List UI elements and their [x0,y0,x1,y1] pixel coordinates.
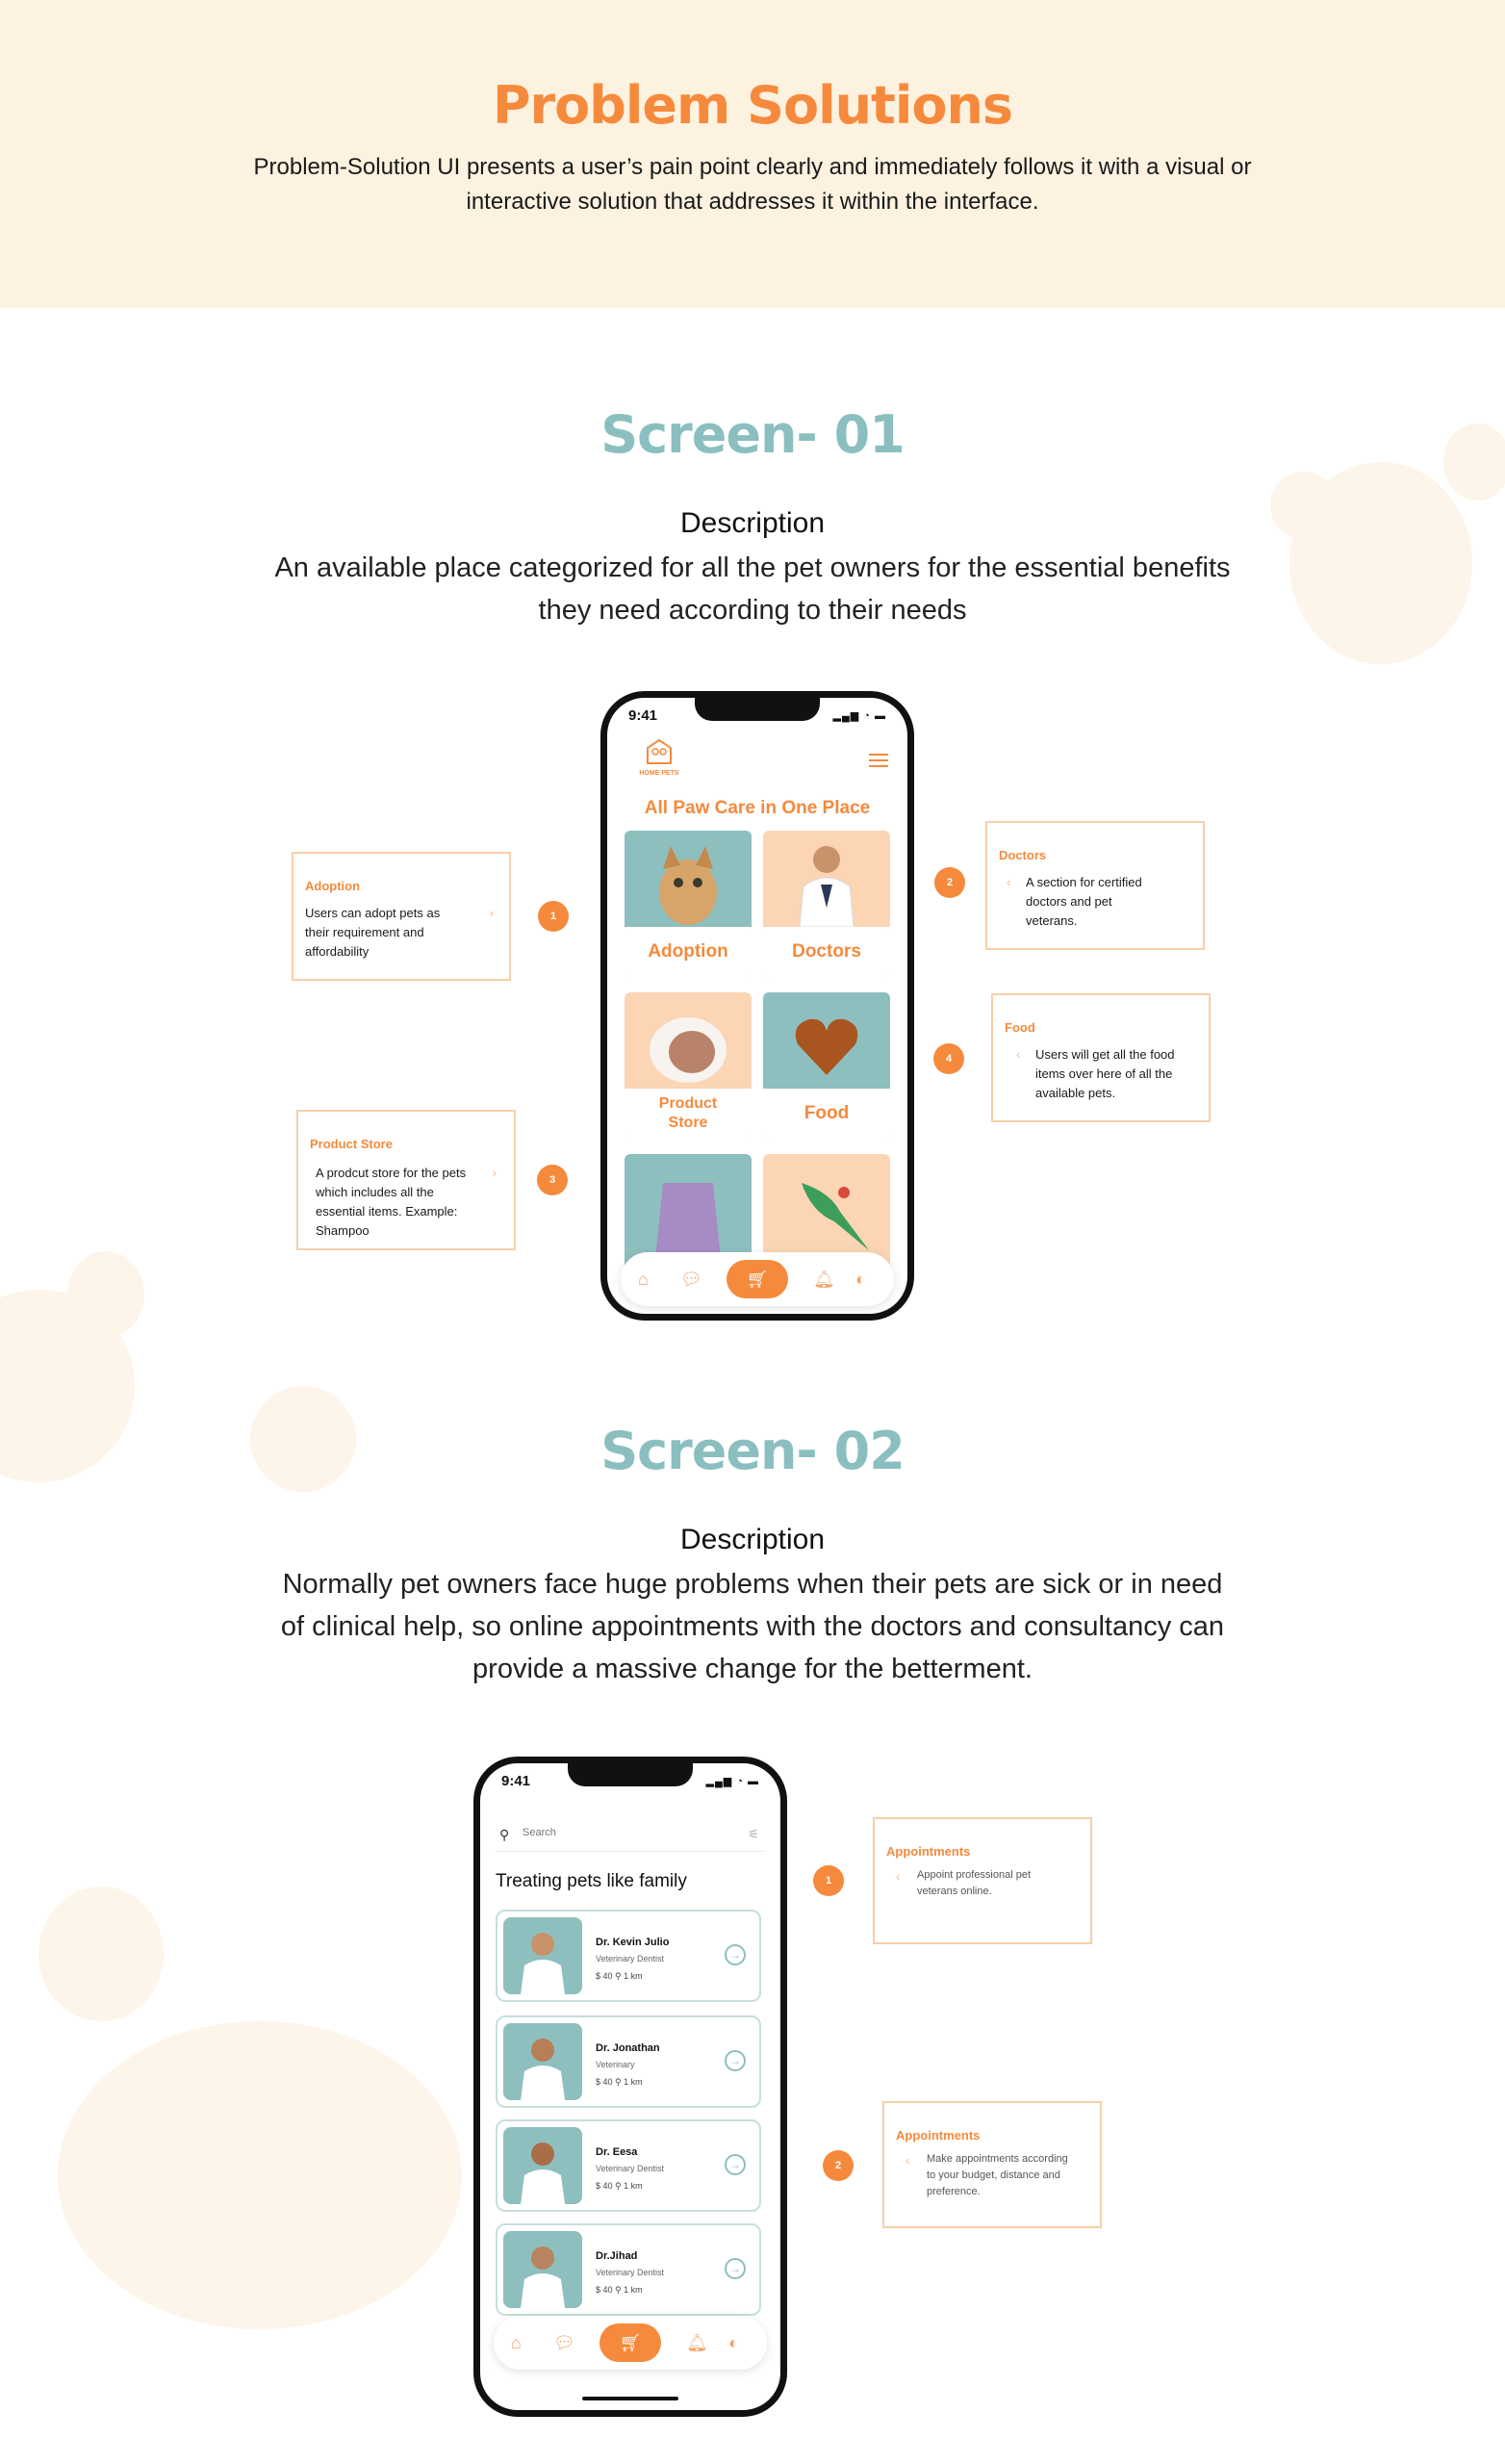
filter-icon[interactable]: ⚟ [748,1827,759,1841]
tile-label: Food [763,1089,890,1139]
doctor-price: $ 40 [596,2077,613,2087]
arrow-right-icon[interactable]: → [725,2154,746,2175]
callout-title: Appointments [886,1844,971,1859]
cart-button[interactable]: 🛒︎ [599,2323,661,2362]
doctor-distance: 1 km [624,2285,643,2295]
doctor-avatar [503,2023,582,2100]
doctor-photo-icon [763,831,890,927]
tile-doctors[interactable] [763,831,890,977]
callout-badge: 2 [823,2150,854,2181]
doctors-headline: Treating pets like family [496,1871,687,1891]
doctor-price: $ 40 [596,2285,613,2295]
doctor-distance: 1 km [624,1971,643,1981]
arrow-right-icon[interactable]: → [725,2050,746,2071]
menu-icon[interactable] [869,754,888,767]
bell-icon[interactable]: 🔔︎ [686,2333,708,2352]
arrow-right-icon[interactable]: → [725,1944,746,1965]
signal-wifi-battery-icon: ▂▄▆ ◔ ▬ [705,1776,759,1787]
page-title: Problem Solutions [492,75,1013,136]
paw-decoration [38,1886,164,2021]
doctor-price-distance [596,2181,643,2192]
pet-bed-photo-icon [625,992,752,1089]
callout-product-store [296,1110,516,1250]
doctor-price: $ 40 [596,2181,613,2191]
callout-body: Users can adopt pets as their requirement and affordability [305,906,441,959]
callout-badge: 1 [813,1865,844,1896]
signal-wifi-battery-icon: ▂▄▆ ◔ ▬ [832,710,886,722]
callout-adoption [292,852,511,981]
tile-product-store[interactable] [625,992,752,1139]
globe-icon[interactable]: ◐ [855,1270,866,1289]
callout-title: Adoption [305,879,361,893]
cart-button[interactable]: 🛒︎ [727,1260,788,1298]
tile-label: Adoption [625,927,752,977]
search-bar[interactable] [496,1823,765,1852]
callout-doctors [985,821,1205,950]
callout-badge: 4 [933,1043,964,1074]
screen2-description-heading: Description [679,1524,826,1555]
doctor-role: Veterinary [596,2060,635,2069]
globe-icon[interactable]: ◐ [728,2333,739,2352]
page-subtitle: Problem-Solution UI presents a user’s pain point clearly and immediately follows it with a visual or interactive solution that addresses it within the interface. [253,154,1252,215]
callout-title: Food [1005,1020,1035,1035]
phone-mockup-doctors [473,1757,787,2417]
doctor-card[interactable] [496,2119,761,2212]
callout-badge: 1 [538,901,569,932]
tile-food[interactable] [763,992,890,1139]
tile-label: Doctors [763,927,890,977]
doctor-avatar [503,2127,582,2204]
doctor-card[interactable] [496,1910,761,2002]
chevron-right-icon: › [492,1166,497,1180]
doctor-name: Dr. Jonathan [596,2042,660,2054]
doctor-distance: 1 km [624,2077,643,2087]
paw-decoration [67,1251,144,1338]
location-pin-icon: ⚲ [615,2285,622,2295]
doctor-price-distance [596,2077,643,2088]
doctor-avatar [503,2231,582,2308]
doctor-card[interactable] [496,2223,761,2316]
doctor-role: Veterinary Dentist [596,2164,665,2173]
callout-body: Appoint professional pet veterans online. [917,1869,1032,1897]
location-pin-icon: ⚲ [615,1971,622,1981]
cat-photo-icon [625,831,752,927]
doctor-avatar [503,1917,582,1994]
search-icon: ⚲ [499,1827,510,1842]
screen1-description-body: An available place categorized for all the pet owners for the essential benefits they need according to their needs [274,552,1231,626]
home-icon[interactable]: ⌂ [638,1270,649,1289]
status-time: 9:41 [501,1773,531,1789]
callout-appointments-budget [882,2101,1102,2228]
tile-adoption[interactable] [625,831,752,977]
screen1-description-heading: Description [679,507,826,539]
callout-body: Make appointments according to your budget, distance and preference. [927,2153,1068,2197]
callout-badge: 3 [537,1165,568,1195]
chevron-left-icon: ‹ [906,2153,910,2168]
doctor-card[interactable] [496,2015,761,2108]
home-headline: All Paw Care in One Place [644,798,871,818]
pet-food-photo-icon [763,992,890,1089]
callout-body: A prodcut store for the pets which includes all the essential items. Example: Shampoo [316,1166,467,1238]
chat-icon[interactable]: 💬︎ [680,1270,702,1289]
bottom-nav [494,2316,767,2370]
search-input[interactable] [523,1827,715,1838]
callout-food [991,993,1211,1122]
doctor-price-distance [596,2285,643,2296]
chevron-left-icon: ‹ [1016,1047,1021,1062]
arrow-right-icon[interactable]: → [725,2258,746,2279]
callout-title: Product Store [310,1137,393,1151]
doctor-distance: 1 km [624,2181,643,2191]
chevron-right-icon: › [489,906,494,920]
callout-body: A section for certified doctors and pet veterans. [1026,875,1142,928]
chat-icon[interactable]: 💬︎ [553,2333,575,2352]
callout-title: Doctors [999,848,1047,862]
screen2-title: Screen- 02 [600,1421,905,1481]
location-pin-icon: ⚲ [615,2181,622,2191]
bell-icon[interactable]: 🔔︎ [813,1270,835,1289]
chevron-left-icon: ‹ [1007,875,1011,889]
location-pin-icon: ⚲ [615,2077,622,2087]
home-indicator [582,2397,678,2400]
paw-decoration [58,2021,462,2329]
status-time: 9:41 [628,707,658,724]
screen2-description-body: Normally pet owners face huge problems when their pets are sick or in need of clinical help, so online appointments with the doctors and consultancy can provide a massive change for the betterment. [280,1569,1225,1684]
logo-text: HOME PETS [639,770,679,777]
doctor-price: $ 40 [596,1971,613,1981]
doctor-name: Dr. Eesa [596,2146,638,2158]
phone-notch [568,1761,693,1786]
callout-title: Appointments [896,2128,981,2143]
doctor-role: Veterinary Dentist [596,1954,665,1964]
doctor-price-distance [596,1971,643,1982]
doctor-role: Veterinary Dentist [596,2268,665,2277]
phone-mockup-home [600,691,914,1321]
callout-badge: 2 [934,867,965,898]
hero-banner [0,0,1505,308]
home-icon[interactable]: ⌂ [511,2333,522,2352]
callout-body: Users will get all the food items over here of all the available pets. [1035,1047,1175,1100]
phone-notch [695,696,820,721]
callout-appointments-online [873,1817,1092,1944]
screen1-title: Screen- 01 [600,404,905,465]
bottom-nav [621,1252,894,1306]
doctor-name: Dr. Kevin Julio [596,1937,670,1948]
home-pets-logo [630,736,688,777]
tile-label: Product Store [625,1089,752,1139]
chevron-left-icon: ‹ [896,1869,901,1884]
doctor-name: Dr.Jihad [596,2250,638,2262]
